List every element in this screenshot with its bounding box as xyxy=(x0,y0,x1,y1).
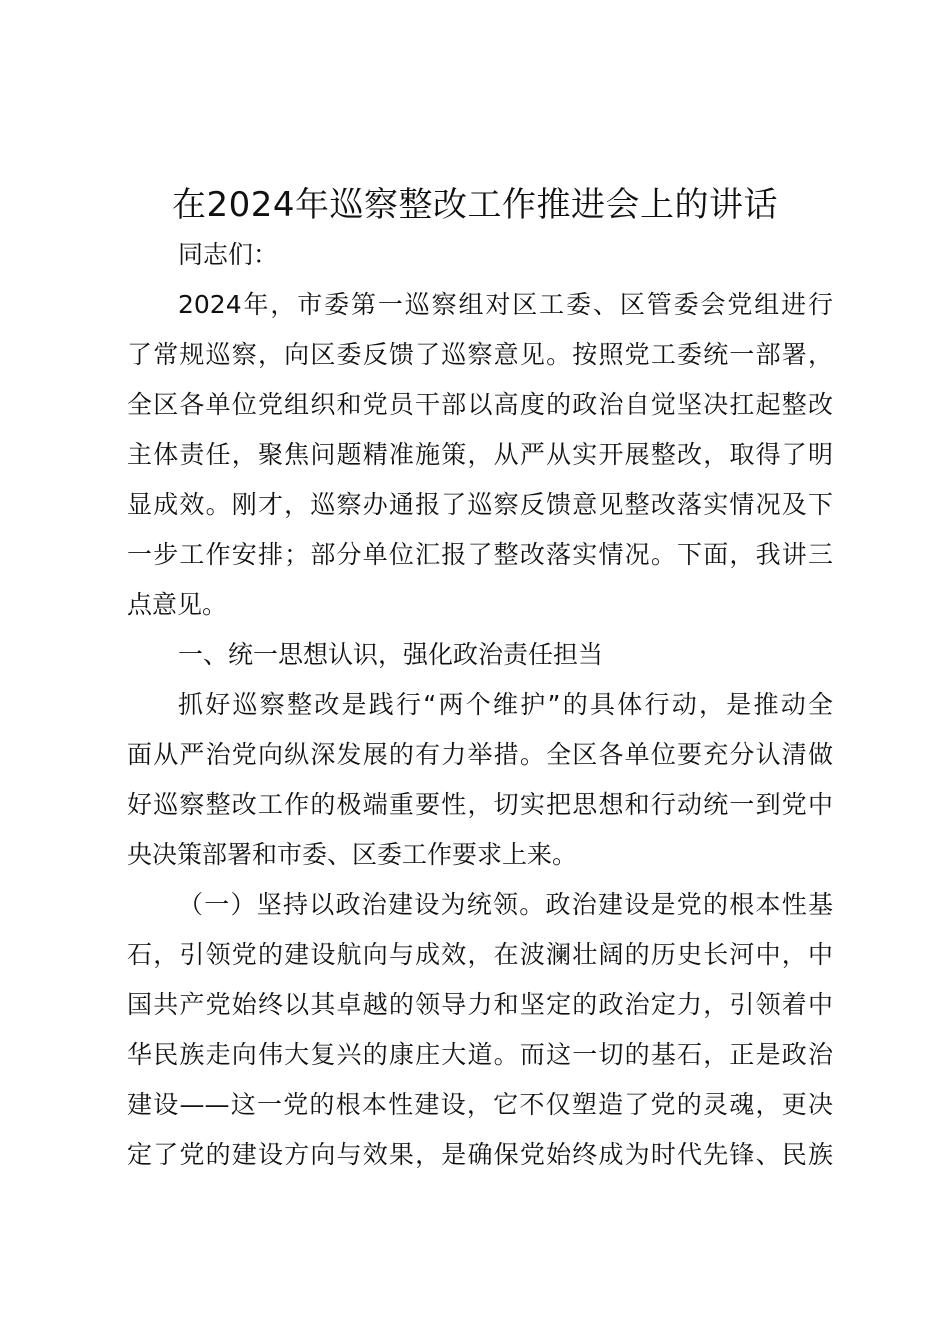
paragraph-line: 全区各单位党组织和党员干部以高度的政治自觉坚决扛起整改 xyxy=(127,390,833,419)
paragraph-line: 建设——这一党的根本性建设，它不仅塑造了党的灵魂，更决 xyxy=(127,1090,833,1119)
paragraph-line: 一步工作安排；部分单位汇报了整改落实情况。下面，我讲三 xyxy=(127,540,833,569)
paragraph-line: 点意见。 xyxy=(127,590,228,619)
paragraph-line: 面从严治党向纵深发展的有力举措。全区各单位要充分认清做 xyxy=(127,740,833,769)
document-title: 在2024年巡察整改工作推进会上的讲话 xyxy=(171,185,779,225)
paragraph-line: 国共产党始终以其卓越的领导力和坚定的政治定力，引领着中 xyxy=(127,990,833,1019)
paragraph-line: 显成效。刚才，巡察办通报了巡察反馈意见整改落实情况及下 xyxy=(127,490,833,519)
paragraph-line: 央决策部署和市委、区委工作要求上来。 xyxy=(127,840,578,869)
paragraph-line: 定了党的建设方向与效果，是确保党始终成为时代先锋、民族 xyxy=(127,1140,833,1169)
section-heading: 一、统一思想认识，强化政治责任担当 xyxy=(178,640,604,669)
paragraph-line: 好巡察整改工作的极端重要性，切实把思想和行动统一到党中 xyxy=(127,790,833,819)
paragraph-line: 2024年，市委第一巡察组对区工委、区管委会党组进行 xyxy=(178,290,833,319)
paragraph-line: 石，引领党的建设航向与成效，在波澜壮阔的历史长河中，中 xyxy=(127,940,833,969)
paragraph-line: 了常规巡察，向区委反馈了巡察意见。按照党工委统一部署， xyxy=(127,340,833,369)
paragraph-line: 华民族走向伟大复兴的康庄大道。而这一切的基石，正是政治 xyxy=(127,1040,833,1069)
paragraph-line: 抓好巡察整改是践行“两个维护”的具体行动，是推动全 xyxy=(178,690,833,719)
paragraph-line: 主体责任，聚焦问题精准施策，从严从实开展整改，取得了明 xyxy=(127,440,833,469)
paragraph-line: （一）坚持以政治建设为统领。政治建设是党的根本性基 xyxy=(178,890,833,919)
salutation: 同志们： xyxy=(178,240,279,269)
